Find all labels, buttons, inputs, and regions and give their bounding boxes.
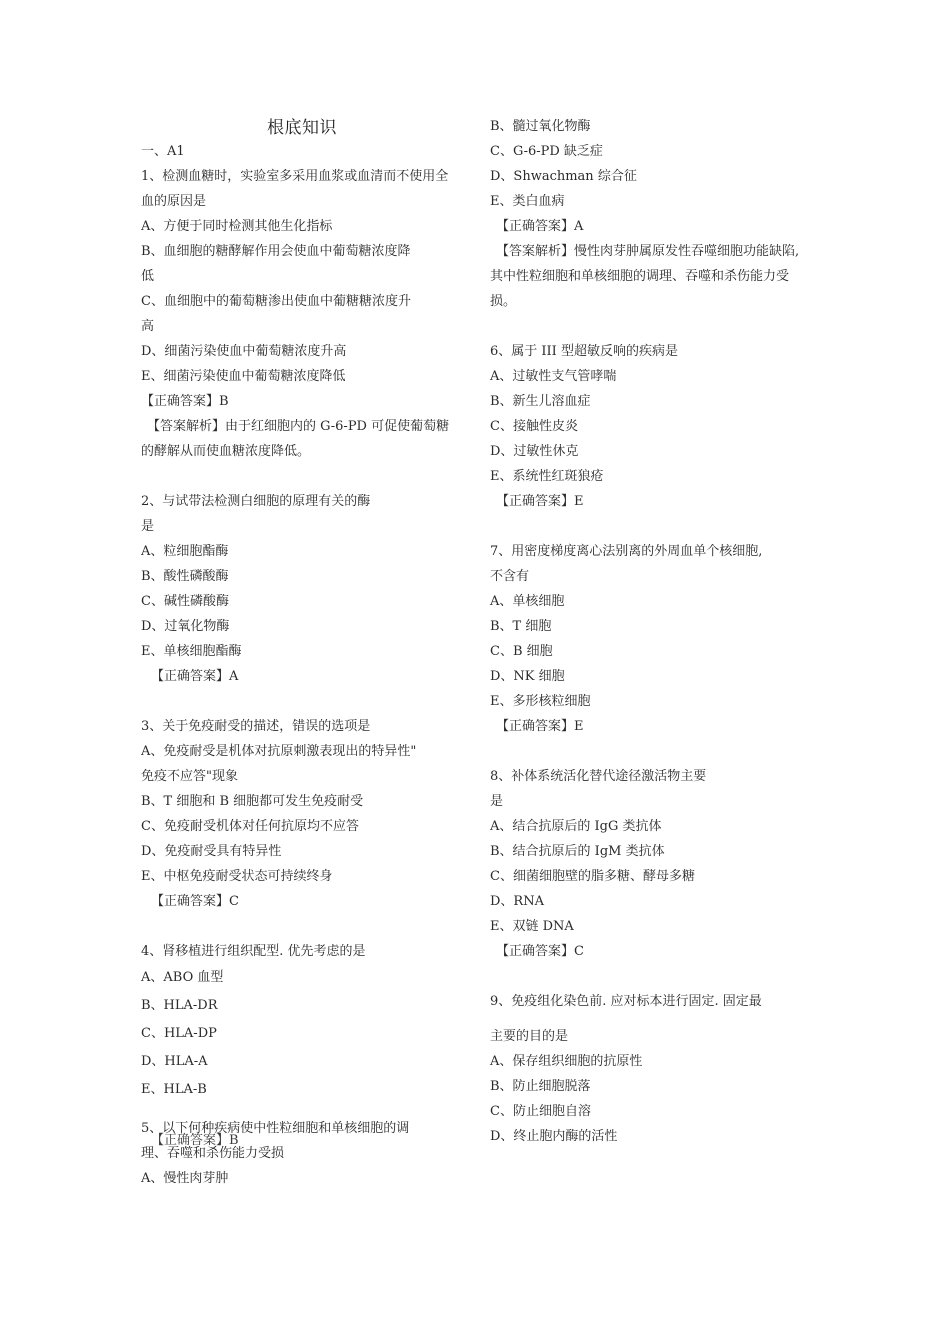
option-b: B、血细胞的糖酵解作用会使血中葡萄糖浓度降 <box>141 244 411 259</box>
page-title: 根底知识 <box>267 118 337 138</box>
question-2 <box>141 489 486 689</box>
option-a-cont: 免疫不应答"现象 <box>141 769 238 784</box>
spacer <box>141 1104 486 1116</box>
correct-answer: 【正确答案】E <box>496 494 584 509</box>
question-6 <box>490 339 835 514</box>
correct-answer: 【正确答案】C <box>151 894 239 909</box>
option-c: C、血细胞中的葡萄糖渗出使血中葡糖糖浓度升 <box>141 294 411 309</box>
option-c: C、G-6-PD 缺乏症 <box>490 144 603 159</box>
question-9 <box>490 989 835 1149</box>
option-d: D、终止胞内酶的活性 <box>490 1129 618 1144</box>
option-b: B、防止细胞脱落 <box>490 1079 591 1094</box>
correct-answer: 【正确答案】A <box>151 669 239 684</box>
option-a: A、过敏性支气管哮喘 <box>490 369 617 384</box>
option-d: D、NK 细胞 <box>490 669 565 684</box>
option-d: D、免疫耐受具有特异性 <box>141 844 282 859</box>
option-e: E、HLA-B <box>141 1082 207 1097</box>
question-stem: 5、以下何种疾病使中性粒细胞和单核细胞的调 <box>141 1121 410 1136</box>
option-b: B、T 细胞和 B 细胞都可发生免疫耐受 <box>141 794 364 809</box>
question-1 <box>141 164 486 464</box>
question-stem: 8、补体系统活化替代途径激活物主要 <box>490 769 707 784</box>
option-a: A、结合抗原后的 IgG 类抗体 <box>490 819 662 834</box>
spacer <box>490 514 835 539</box>
spacer <box>141 914 486 939</box>
option-b: B、T 细胞 <box>490 619 552 634</box>
option-e: E、多形核粒细胞 <box>490 694 591 709</box>
option-b: B、新生儿溶血症 <box>490 394 591 409</box>
option-a: A、免疫耐受是机体对抗原刺激表现出的特异性" <box>141 744 417 759</box>
question-stem-cont: 主要的目的是 <box>490 1029 569 1044</box>
option-e: E、双链 DNA <box>490 919 574 934</box>
correct-answer: 【正确答案】A <box>496 219 584 234</box>
option-a: A、粒细胞酯酶 <box>141 544 229 559</box>
answer-analysis: 【答案解析】慢性肉芽肿属原发性吞噬细胞功能缺陷, <box>496 244 800 259</box>
option-b-cont: 低 <box>141 269 155 284</box>
question-stem-cont: 不含有 <box>490 569 530 584</box>
spacer <box>490 314 835 339</box>
question-stem: 1、检测血糖时，实验室多采用血浆或血清而不使用全 <box>141 169 449 184</box>
question-stem: 7、用密度梯度离心法别离的外周血单个核细胞, <box>490 544 763 559</box>
option-e: E、单核细胞酯酶 <box>141 644 242 659</box>
question-stem: 2、与试带法检测白细胞的原理有关的酶 <box>141 494 371 509</box>
question-8 <box>490 764 835 964</box>
option-d: D、HLA-A <box>141 1054 208 1069</box>
option-d: D、细菌污染使血中葡萄糖浓度升高 <box>141 344 347 359</box>
option-e: E、类白血病 <box>490 194 565 209</box>
question-3 <box>141 714 486 914</box>
option-a: A、慢性肉芽肿 <box>141 1171 229 1186</box>
option-c: C、碱性磷酸酶 <box>141 594 229 609</box>
option-c: C、接触性皮炎 <box>490 419 578 434</box>
question-stem-cont: 血的原因是 <box>141 194 207 209</box>
option-d: D、RNA <box>490 894 544 909</box>
answer-analysis-cont: 的酵解从而使血糖浓度降低。 <box>141 444 311 459</box>
option-d: D、过敏性休克 <box>490 444 579 459</box>
spacer <box>141 464 486 489</box>
spacer <box>141 689 486 714</box>
question-stem: 9、免疫组化染色前. 应对标本进行固定. 固定最 <box>490 994 762 1009</box>
option-c: C、B 细胞 <box>490 644 553 659</box>
overlapping-lines <box>141 1133 486 1166</box>
option-c: C、防止细胞自溶 <box>490 1104 591 1119</box>
spacer <box>490 964 835 989</box>
option-c: C、免疫耐受机体对任何抗原均不应答 <box>141 819 359 834</box>
option-a: A、ABO 血型 <box>141 970 224 985</box>
section-heading: 一、A1 <box>141 144 185 159</box>
option-a: A、单核细胞 <box>490 594 565 609</box>
option-c-cont: 高 <box>141 319 155 334</box>
question-5 <box>141 1116 486 1191</box>
left-column <box>141 139 486 1191</box>
option-a: A、保存组织细胞的抗原性 <box>490 1054 643 1069</box>
question-4 <box>141 939 486 1104</box>
question-7 <box>490 539 835 739</box>
question-stem-cont: 是 <box>490 794 504 809</box>
answer-analysis-cont: 其中性粒细胞和单核细胞的调理、吞噬和杀伤能力受 <box>490 269 790 284</box>
option-d: D、过氧化物酶 <box>141 619 230 634</box>
option-a: A、方便于同时检测其他生化指标 <box>141 219 333 234</box>
answer-analysis: 【答案解析】由于红细胞内的 G-6-PD 可促使葡萄糖 <box>147 419 450 434</box>
question-stem: 3、关于免疫耐受的描述，错误的选项是 <box>141 719 371 734</box>
question-stem: 4、肾移植进行组织配型. 优先考虑的是 <box>141 944 366 959</box>
option-e: E、细菌污染使血中葡萄糖浓度降低 <box>141 369 346 384</box>
question-stem-cont: 是 <box>141 519 155 534</box>
option-b: B、HLA-DR <box>141 998 218 1013</box>
option-e: E、中枢免疫耐受状态可持续终身 <box>141 869 333 884</box>
correct-answer: 【正确答案】E <box>496 719 584 734</box>
spacer <box>490 1014 835 1024</box>
question-stem: 6、属于 III 型超敏反响的疾病是 <box>490 344 678 359</box>
right-column <box>490 114 835 1149</box>
spacer <box>490 739 835 764</box>
question-5-continued <box>490 114 835 314</box>
answer-analysis-cont: 损。 <box>490 294 517 309</box>
correct-answer: 【正确答案】B <box>141 394 229 409</box>
overlapping-correct-answer: 【正确答案】B <box>151 1133 239 1148</box>
option-d: D、Shwachman 综合征 <box>490 169 637 184</box>
option-e: E、系统性红斑狼疮 <box>490 469 604 484</box>
correct-answer: 【正确答案】C <box>496 944 584 959</box>
option-b: B、髓过氧化物酶 <box>490 119 591 134</box>
option-c: C、细菌细胞壁的脂多糖、酵母多糖 <box>490 869 695 884</box>
option-b: B、酸性磷酸酶 <box>141 569 229 584</box>
option-b: B、结合抗原后的 IgM 类抗体 <box>490 844 665 859</box>
option-c: C、HLA-DP <box>141 1026 217 1041</box>
question-stem-cont: 理、吞噬和杀伤能力受损 <box>141 1146 285 1161</box>
